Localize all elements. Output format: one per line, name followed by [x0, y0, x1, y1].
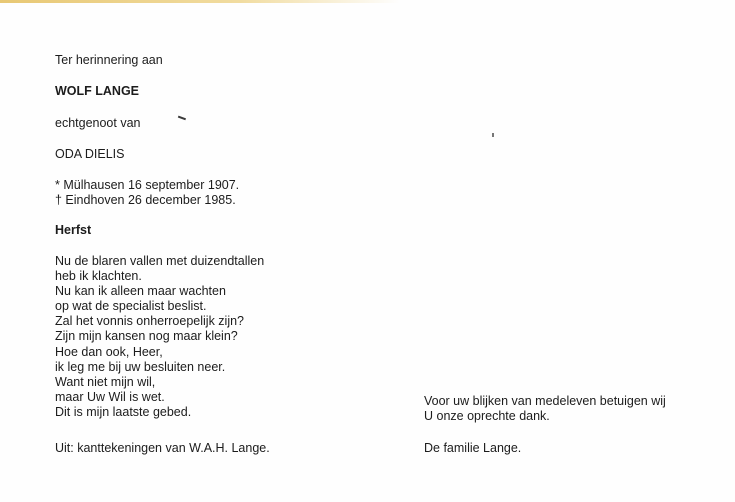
poem-line: Zijn mijn kansen nog maar klein?	[55, 329, 238, 344]
poem-line: Dit is mijn laatste gebed.	[55, 404, 192, 419]
poem-line: Zal het vonnis onherroepelijk zijn?	[55, 314, 244, 329]
card-top-edge	[0, 0, 400, 3]
poem-line: Want niet mijn wil,	[55, 374, 156, 389]
poem-line: Hoe dan ook, Heer,	[55, 344, 163, 359]
poem-line: op wat de specialist beslist.	[55, 299, 207, 314]
poem-line: Nu de blaren vallen met duizendtallen	[55, 254, 265, 268]
intro-text: Ter herinnering aan	[55, 53, 163, 67]
spouse-name: ODA DIELIS	[55, 147, 125, 161]
thanks-line-2: U onze oprechte dank.	[424, 409, 550, 423]
source-attribution: Uit: kanttekeningen van W.A.H. Lange.	[55, 441, 270, 455]
poem	[55, 254, 264, 420]
poem-line: ik leg me bij uw besluiten neer.	[55, 359, 226, 374]
poem-line: maar Uw Wil is wet.	[55, 389, 165, 404]
poem-line: heb ik klachten.	[55, 269, 142, 284]
death-line: † Eindhoven 26 december 1985.	[55, 193, 236, 207]
relation-text: echtgenoot van	[55, 116, 141, 130]
thanks-line-1: Voor uw blijken van medeleven betuigen wij	[424, 394, 666, 408]
birth-line: * Mülhausen 16 september 1907.	[55, 178, 240, 192]
print-speck	[492, 133, 494, 137]
poem-line: Nu kan ik alleen maar wachten	[55, 284, 226, 299]
print-speck	[178, 116, 186, 120]
family-signature: De familie Lange.	[424, 441, 522, 455]
deceased-name: WOLF LANGE	[55, 84, 140, 98]
poem-title: Herfst	[55, 223, 92, 237]
